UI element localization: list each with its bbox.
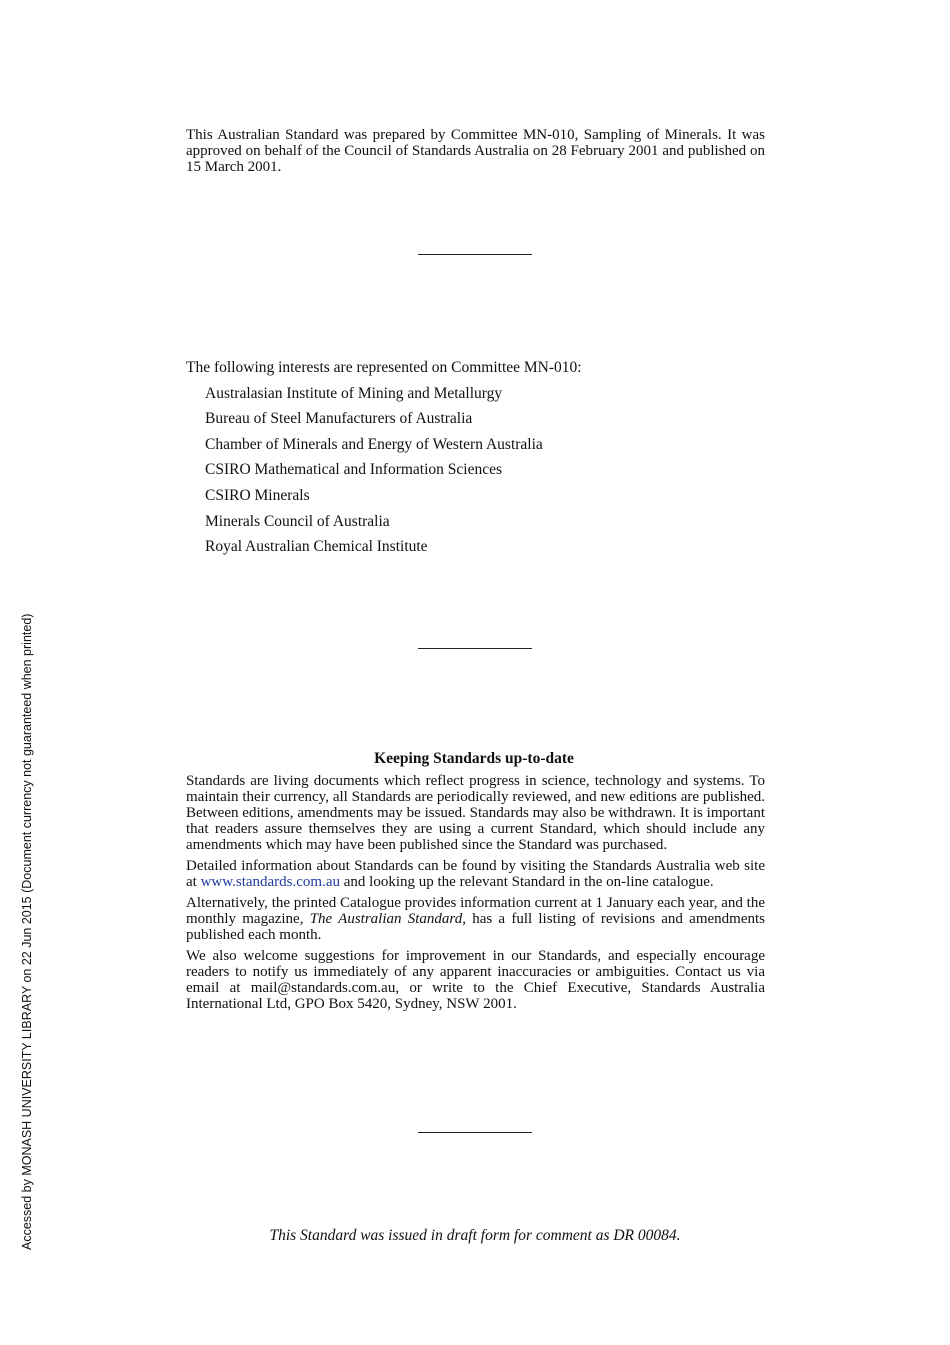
- paragraph-text: Alternatively, the printed Catalogue provides information current at 1 January each year, and the monthly magazine,: [186, 895, 765, 927]
- committee-member: Minerals Council of Australia: [205, 512, 390, 530]
- approval-text: This Australian Standard was prepared by Committee MN-010, Sampling of Minerals. It was approved on behalf of the Council of Standards Australia on 28 February 2001 and published on 15 March 2001.: [186, 127, 765, 175]
- paragraph: [186, 895, 765, 943]
- draft-note: This Standard was issued in draft form for comment as DR 00084.: [269, 1227, 681, 1244]
- paragraph-text: , has a full listing of revisions and amendments published each month.: [186, 911, 765, 943]
- divider-rule: [418, 1132, 532, 1133]
- paragraph: We also welcome suggestions for improvement in our Standards, and especially encourage readers to notify us immediately of any apparent inaccuracies or ambiguities. Contact us via email at mail@standards.com.au, or write to the Chief Executive, Standards Australia International Ltd, GPO Box 5420, Sydney, NSW 2001.: [186, 948, 765, 1012]
- divider-rule: [418, 648, 532, 649]
- committee-member: Royal Australian Chemical Institute: [205, 538, 428, 556]
- keeping-standards-section: [186, 750, 765, 1012]
- committee-member: Chamber of Minerals and Energy of Western Australia: [205, 435, 543, 453]
- approval-statement: [186, 127, 765, 175]
- committee-member: Australasian Institute of Mining and Metallurgy: [205, 384, 503, 402]
- standards-website-link[interactable]: www.standards.com.au: [200, 874, 340, 890]
- committee-member: CSIRO Minerals: [205, 486, 310, 504]
- paragraph: [186, 858, 765, 890]
- access-watermark: Accessed by MONASH UNIVERSITY LIBRARY on 22 Jun 2015 (Document currency not guaranteed when printed): [20, 613, 34, 1250]
- paragraph: Standards are living documents which reflect progress in science, technology and systems. To maintain their currency, all Standards are periodically reviewed, and new editions are published. Between editions, amendments may be issued. Standards may also be withdrawn. It is important that readers assure themselves they are using a current Standard, which should include any amendments which may have been published since the Standard was purchased.: [186, 773, 765, 853]
- magazine-title: The Australian Standard: [309, 911, 463, 927]
- divider-rule: [418, 254, 532, 255]
- paragraph-text: and looking up the relevant Standard in the on-line catalogue.: [340, 874, 714, 890]
- section-heading: Keeping Standards up-to-date: [374, 750, 574, 767]
- committee-member: Bureau of Steel Manufacturers of Australia: [205, 410, 473, 428]
- committee-member: CSIRO Mathematical and Information Sciences: [205, 461, 503, 479]
- committee-lead: The following interests are represented on Committee MN-010:: [186, 359, 582, 376]
- committee-members-list: [186, 385, 765, 557]
- paragraph-text: Detailed information about Standards can be found by visiting the Standards Australia web site at: [186, 858, 765, 890]
- committee-section: [186, 359, 765, 556]
